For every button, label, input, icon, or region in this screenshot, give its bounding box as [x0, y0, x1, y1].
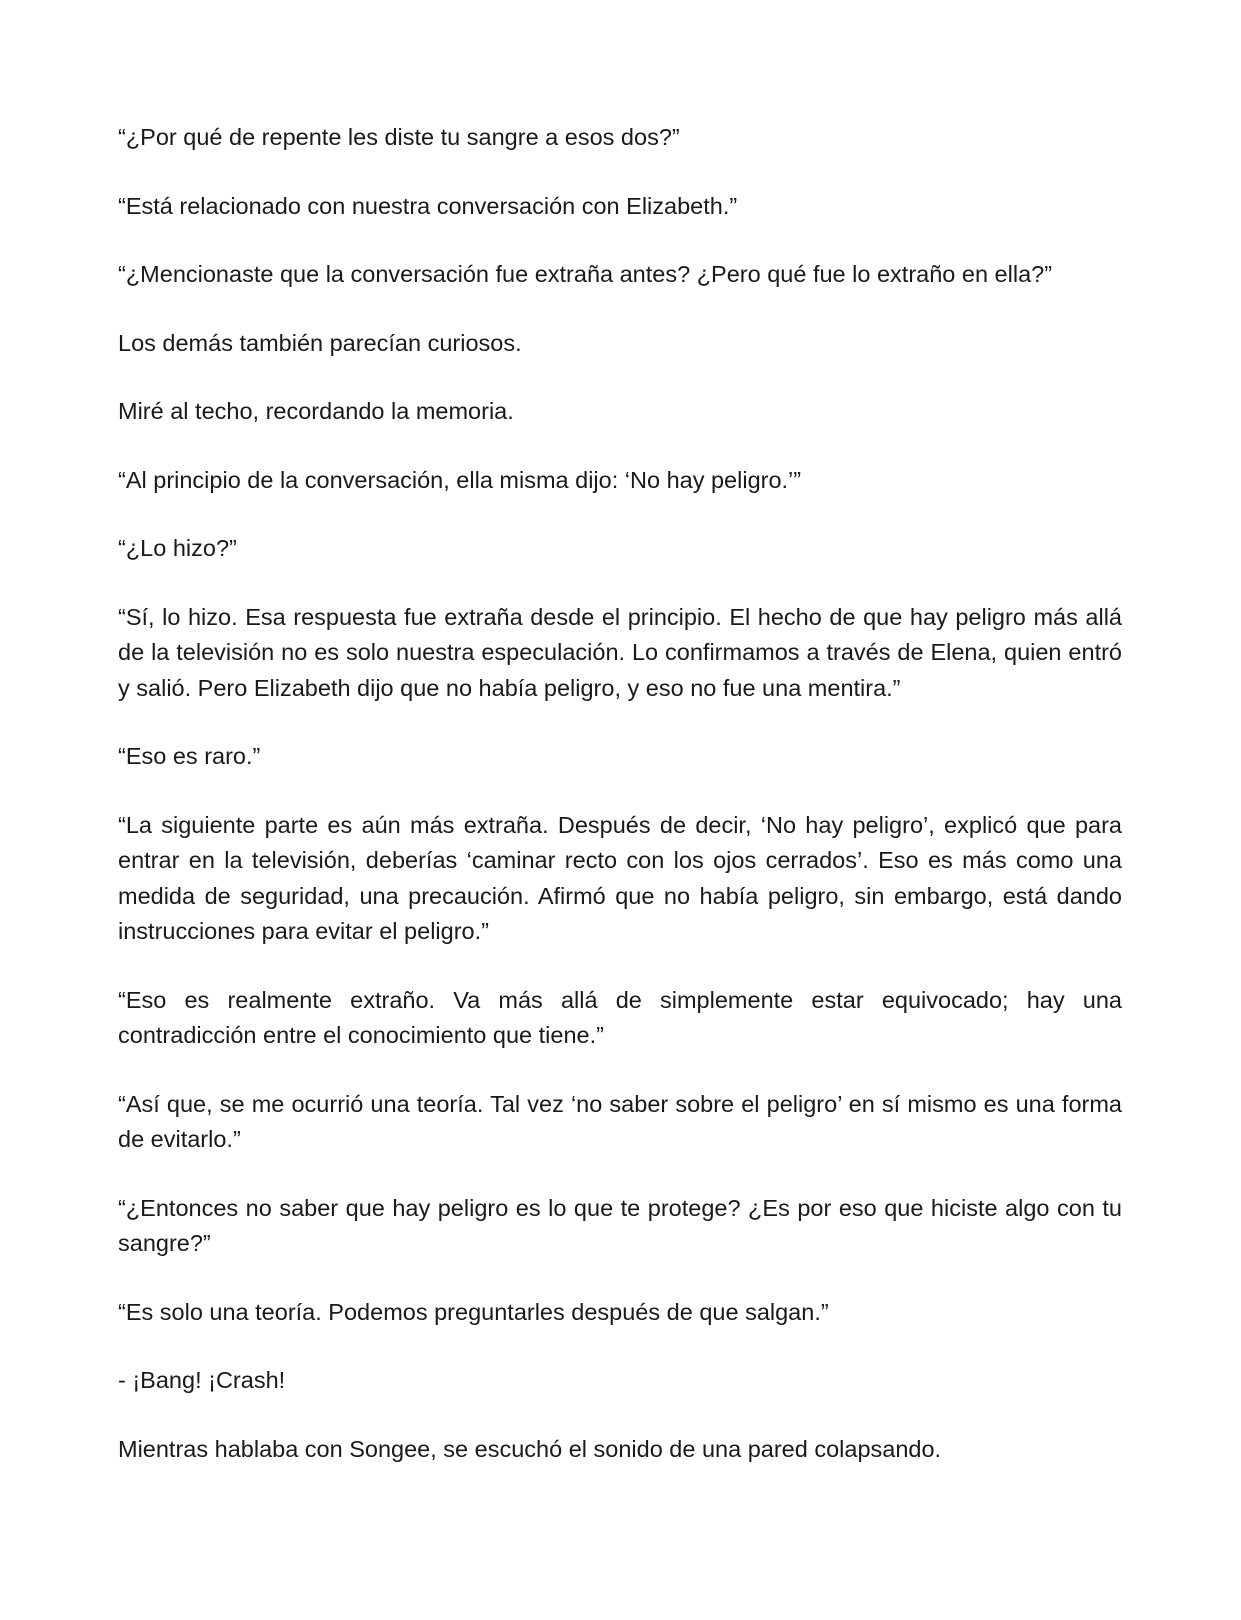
paragraph: “¿Mencionaste que la conversación fue extraña antes? ¿Pero qué fue lo extraño en ella?”	[118, 261, 1053, 287]
document-text-body	[118, 120, 1122, 1500]
paragraph: “Al principio de la conversación, ella misma dijo: ‘No hay peligro.’”	[118, 466, 802, 493]
paragraph: “Eso es realmente extraño. Va más allá de simplemente estar equivocado; hay una contradicción entre el conocimiento que tiene.”	[118, 986, 1122, 1048]
paragraph: “Está relacionado con nuestra conversación con Elizabeth.”	[118, 192, 738, 219]
paragraph: “Es solo una teoría. Podemos preguntarles después de que salgan.”	[118, 1298, 829, 1325]
paragraph: “La siguiente parte es aún más extraña. Después de decir, ‘No hay peligro’, explicó que para entrar en la televisión, deberías ‘caminar recto con los ojos cerrados’. Eso es más como una medida de seguridad, una precaución. Afirmó que no había peligro, sin embargo, está dando instrucciones para evitar el peligro.”	[118, 811, 1122, 944]
paragraph: Miré al techo, recordando la memoria.	[118, 398, 514, 424]
paragraph: “¿Entonces no saber que hay peligro es lo que te protege? ¿Es por eso que hiciste algo con tu sangre?”	[118, 1194, 1122, 1256]
paragraph: Los demás también parecían curiosos.	[118, 329, 522, 356]
paragraph: “Así que, se me ocurrió una teoría. Tal vez ‘no saber sobre el peligro’ en sí mismo es una forma de evitarlo.”	[118, 1090, 1122, 1152]
paragraph: - ¡Bang! ¡Crash!	[118, 1367, 286, 1393]
paragraph: Mientras hablaba con Songee, se escuchó el sonido de una pared colapsando.	[118, 1435, 942, 1462]
paragraph: “¿Por qué de repente les diste tu sangre a esos dos?”	[118, 124, 680, 150]
paragraph: “Eso es raro.”	[118, 743, 261, 769]
paragraph: “Sí, lo hizo. Esa respuesta fue extraña desde el principio. El hecho de que hay peligro más allá de la televisión no es solo nuestra especulación. Lo confirmamos a través de Elena, quien entró y salió. Pero Elizabeth dijo que no había peligro, y eso no fue una mentira.”	[118, 603, 1122, 701]
paragraph: “¿Lo hizo?”	[118, 535, 237, 561]
